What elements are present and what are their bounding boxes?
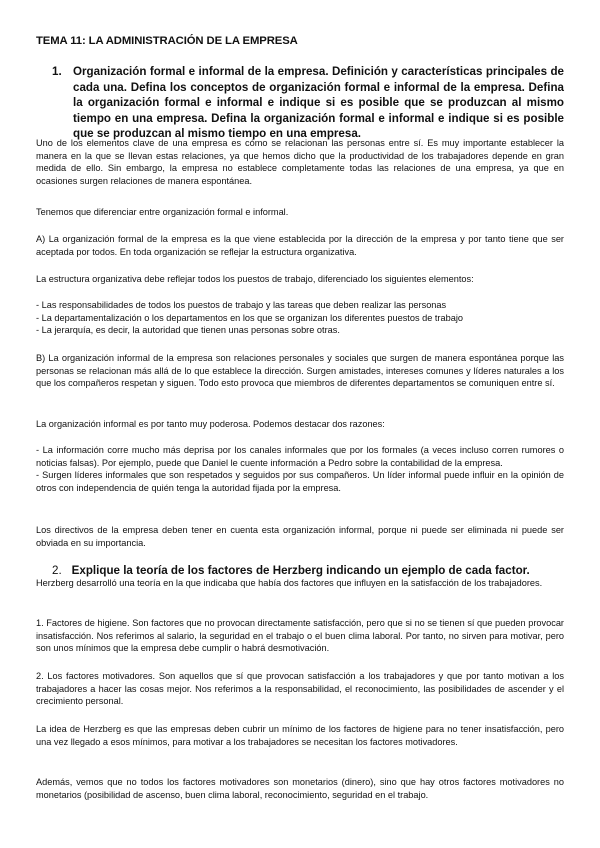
reasons-list bbox=[36, 444, 564, 494]
list-item: - Las responsabilidades de todos los puestos de trabajo y las tareas que deben realizar las personas bbox=[36, 300, 447, 310]
question-1-number: 1. bbox=[52, 65, 62, 78]
question-1-text: Organización formal e informal de la empresa. Definición y características principales de cada una. Defina los conceptos de organización formal e informal de la empresa. Defina la organización formal e informal e indique si es posible que se produzcan al mismo tiempo en una empresa. Defina la organización formal e informal e indique si es posible que se produzcan al mismo tiempo en una empresa. bbox=[73, 65, 564, 140]
question-2-heading bbox=[52, 563, 564, 578]
paragraph-formal-org: A) La organización formal de la empresa es la que viene establecida por la dirección de la empresa y por tanto tiene que ser aceptada por todos. En toda organización se reflejar la estructura organizativa. bbox=[36, 234, 564, 257]
paragraph-motivator-factors: 2. Los factores motivadores. Son aquellos que sí que provocan satisfacción a los trabajadores y que por tanto motivan a los trabajadores a hacer las cosas mejor. Nos referimos a la responsabilidad, el reconocimiento, las posibilidades de ascender y el crecimiento personal. bbox=[36, 671, 564, 707]
paragraph-distinction: Tenemos que diferenciar entre organización formal e informal. bbox=[36, 207, 289, 217]
question-2-number: 2. bbox=[52, 564, 62, 577]
page-title: TEMA 11: LA ADMINISTRACIÓN DE LA EMPRESA bbox=[36, 35, 298, 47]
elements-list bbox=[36, 299, 564, 337]
question-1-heading bbox=[52, 64, 564, 142]
paragraph-non-monetary: Además, vemos que no todos los factores motivadores son monetarios (dinero), sino que hay otros factores motivadores no monetarios (posibilidad de ascenso, buen clima laboral, reconocimiento, seguridad en el trabajo. bbox=[36, 777, 564, 800]
list-item: - La información corre mucho más deprisa por los canales informales que por los formales (a veces incluso corren rumores o noticias falsas). Por ejemplo, puede que Daniel le cuente información a Pedro sobre la contabilidad de la empresa. bbox=[36, 445, 564, 468]
paragraph-hygiene-factors: 1. Factores de higiene. Son factores que no provocan directamente satisfacción, pero que si no se tienen sí que pueden provocar insatisfacción. Nos referimos al salario, la seguridad en el trabajo o el buen clima laboral. Por tanto, no sirven para motivar, pero son unos mínimos que la empresa debe cumplir o habrá desmotivación. bbox=[36, 618, 564, 654]
paragraph-informal-org: B) La organización informal de la empresa son relaciones personales y sociales que surgen de manera espontánea porque las personas se relacionan más allá de lo que establece la dirección. Surgen amistades, intereses comunes y líderes naturales a los que los compañeros respetan y siguen. Todo esto provoca que miembros de diferentes departamentos se comuniquen entre sí. bbox=[36, 353, 564, 389]
question-2-text: Explique la teoría de los factores de Herzberg indicando un ejemplo de cada factor. bbox=[71, 564, 530, 577]
paragraph-herzberg-intro: Herzberg desarrolló una teoría en la que indicaba que había dos factores que influyen en la satisfacción de los trabajadores. bbox=[36, 578, 543, 588]
paragraph-directors: Los directivos de la empresa deben tener en cuenta esta organización informal, porque ni puede ser eliminada ni puede ser obviada en su importancia. bbox=[36, 525, 564, 548]
list-item: - La departamentalización o los departamentos en los que se organizan los diferentes puestos de trabajo bbox=[36, 312, 463, 323]
paragraph-structure: La estructura organizativa debe reflejar todos los puestos de trabajo, diferenciado los siguientes elementos: bbox=[36, 274, 474, 284]
paragraph-herzberg-idea: La idea de Herzberg es que las empresas deben cubrir un mínimo de los factores de higiene para no tener insatisfacción, pero una vez llegado a esos mínimos, para motivar a los trabajadores se necesitan los factores motivadores. bbox=[36, 724, 564, 747]
list-item: - Surgen líderes informales que son respetados y seguidos por sus compañeros. Un líder informal puede influir en la opinión de otros con independencia de quién tenga la autoridad fijada por la empresa. bbox=[36, 470, 564, 493]
paragraph-intro: Uno de los elementos clave de una empresa es cómo se relacionan las personas entre sí. Es muy importante establecer la manera en la que se llevan estas relaciones, ya que hemos dicho que la productividad de los trabajadores depende en gran medida de ello. Sin embargo, la empresa no establece completamente todas las relaciones de una empresa, ya que en ocasiones surgen relaciones de manera espontánea. bbox=[36, 138, 564, 186]
paragraph-reasons-intro: La organización informal es por tanto muy poderosa. Podemos destacar dos razones: bbox=[36, 419, 385, 429]
list-item: - La jerarquía, es decir, la autoridad que tienen unas personas sobre otras. bbox=[36, 325, 340, 336]
